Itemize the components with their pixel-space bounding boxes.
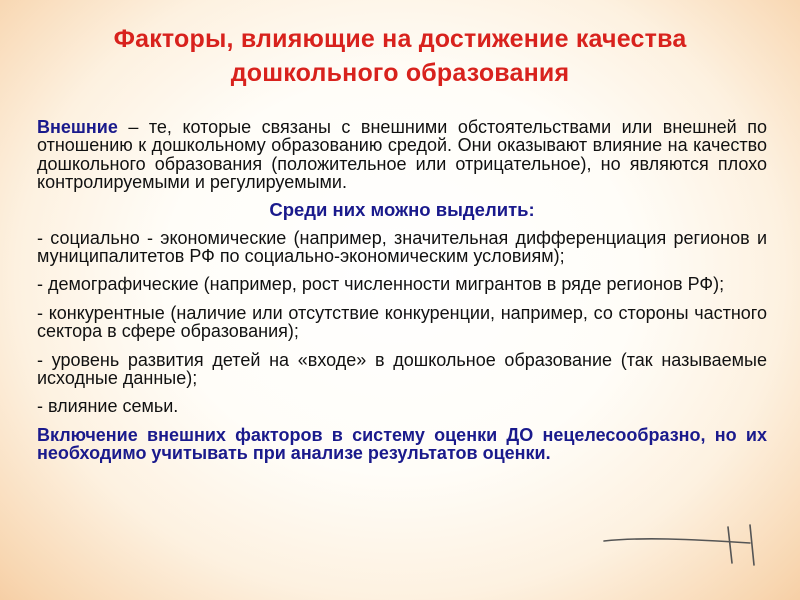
intro-term: Внешние xyxy=(37,117,118,137)
factor-item-family: - влияние семьи. xyxy=(37,396,179,417)
subheading: Среди них можно выделить: xyxy=(269,198,535,220)
slide-title-line-2: дошкольного образования xyxy=(230,59,570,87)
hand-drawn-underline-mark-icon xyxy=(600,519,765,567)
factor-item-socioeconomic: - социально - экономические (например, значительная дифференциация регионов и муниципалитетов РФ по социально-экономическим условиям); xyxy=(37,227,767,267)
factor-item-demographic: - демографические (например, рост численности мигрантов в ряде регионов РФ); xyxy=(37,274,725,295)
slide-content xyxy=(37,118,767,463)
conclusion-paragraph: Включение внешних факторов в систему оценки ДО нецелесообразно, но их необходимо учитывать при анализе результатов оценки. xyxy=(37,424,767,464)
factor-item-child-level: - уровень развития детей на «входе» в дошкольное образование (так называемые исходные данные); xyxy=(37,349,767,389)
slide-title xyxy=(20,22,780,90)
intro-text: – те, которые связаны с внешними обстоятельствами или внешней по отношению к дошкольному образованию средой. Они оказывают влияние на качество дошкольного образования (положительное или отрицательное), но являются плохо контролируемыми и регулируемыми. xyxy=(37,117,767,193)
factor-item-competitive: - конкурентные (наличие или отсутствие конкуренции, например, со стороны частного сектора в сфере образования); xyxy=(37,302,767,342)
slide-title-line-1: Факторы, влияющие на достижение качества xyxy=(113,25,687,53)
intro-paragraph xyxy=(37,118,767,192)
